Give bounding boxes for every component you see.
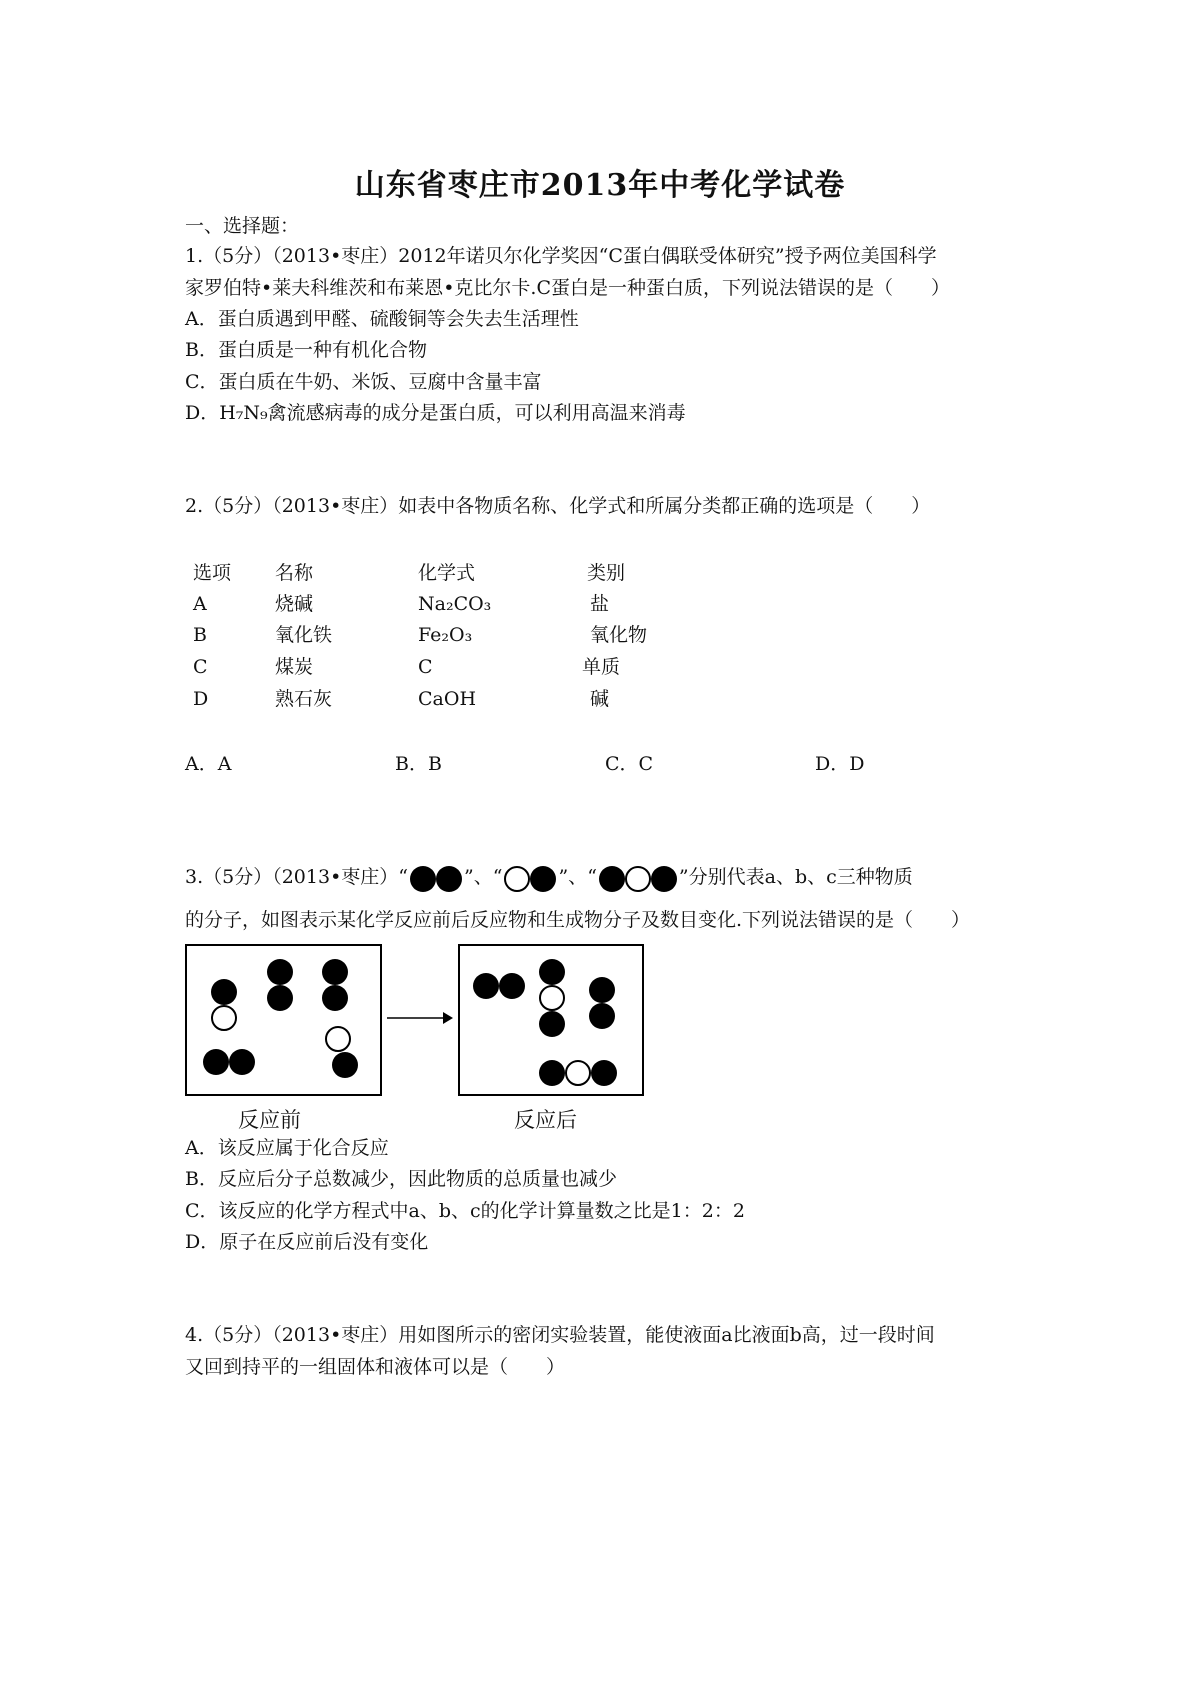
table-cell: 单质 (582, 656, 621, 678)
reaction-arrow-icon (385, 1008, 455, 1028)
table-cell: 烧碱 (275, 593, 314, 615)
before-reaction-box (185, 944, 382, 1096)
q1-option-c: C．蛋白质在牛奶、米饭、豆腐中含量丰富 (185, 371, 542, 393)
table-cell: B (193, 624, 207, 646)
molecule-a-icon (410, 863, 462, 893)
after-reaction-box (458, 944, 644, 1096)
q1-stem-line1: 1.（5分）（2013•枣庄）2012年诺贝尔化学奖因“C蛋白偶联受体研究”授予两位美国科学 (185, 245, 937, 267)
q4-stem-line2: 又回到持平的一组固体和液体可以是（ ） (185, 1356, 566, 1378)
q4-stem-line1: 4.（5分）（2013•枣庄）用如图所示的密闭实验装置，能使液面a比液面b高，过一段时间 (185, 1324, 935, 1346)
q1-option-b: B．蛋白质是一种有机化合物 (185, 339, 427, 361)
q3-suffix: 分别代表a、b、c三种物质 (688, 866, 913, 888)
table-cell: 煤炭 (275, 656, 314, 678)
q2-answer-a: A．A (185, 753, 232, 775)
table-cell: A (193, 593, 207, 615)
q1-option-d: D．H₇N₉禽流感病毒的成分是蛋白质，可以利用高温来消毒 (185, 402, 686, 424)
caption-after: 反应后 (514, 1108, 577, 1132)
table-cell: 氧化铁 (275, 624, 333, 646)
table-cell: CaOH (418, 688, 477, 710)
q3-sep: 、 (473, 866, 493, 888)
table-cell: C (418, 656, 433, 678)
table-cell: 碱 (590, 688, 610, 710)
q2-stem: 2.（5分）（2013•枣庄）如表中各物质名称、化学式和所属分类都正确的选项是（ ） (185, 495, 931, 517)
table-cell: Na₂CO₃ (418, 593, 492, 615)
q3-sep: 、 (568, 866, 588, 888)
q3-option-c: C．该反应的化学方程式中a、b、c的化学计算量数之比是1：2：2 (185, 1200, 745, 1222)
table-cell: 熟石灰 (275, 688, 333, 710)
q1-stem-line2: 家罗伯特•莱夫科维茨和布莱恩•克比尔卡.C蛋白是一种蛋白质，下列说法错误的是（ ） (185, 277, 950, 299)
q3-option-b: B．反应后分子总数减少，因此物质的总质量也减少 (185, 1168, 617, 1190)
table-cell: Fe₂O₃ (418, 624, 473, 646)
q3-stem-line2: 的分子，如图表示某化学反应前后反应物和生成物分子及数目变化.下列说法错误的是（ ） (185, 909, 971, 931)
table-cell: 盐 (590, 593, 610, 615)
q1-option-a: A．蛋白质遇到甲醛、硫酸铜等会失去生活理性 (185, 308, 579, 330)
table-header-option: 选项 (193, 562, 232, 584)
q3-prefix: 3.（5分）（2013•枣庄） (185, 866, 399, 888)
table-header-formula: 化学式 (418, 562, 476, 584)
q2-answer-d: D．D (815, 753, 865, 775)
q2-answer-c: C．C (605, 753, 654, 775)
q3-stem-line1: 3.（5分）（2013•枣庄）“ ”、“ ”、“ ”分别代表a、b、c三种物质 (185, 862, 913, 893)
section-heading: 一、选择题： (185, 215, 300, 237)
page-title: 山东省枣庄市2013年中考化学试卷 (354, 168, 846, 203)
molecule-c-icon (599, 863, 677, 893)
q3-option-a: A．该反应属于化合反应 (185, 1137, 389, 1159)
q3-option-d: D．原子在反应前后没有变化 (185, 1231, 429, 1253)
table-cell: C (193, 656, 208, 678)
table-header-category: 类别 (587, 562, 626, 584)
q2-answer-b: B．B (395, 753, 442, 775)
table-cell: 氧化物 (590, 624, 648, 646)
table-cell: D (193, 688, 209, 710)
molecule-b-icon (504, 863, 556, 893)
caption-before: 反应前 (238, 1108, 301, 1132)
table-header-name: 名称 (275, 562, 314, 584)
